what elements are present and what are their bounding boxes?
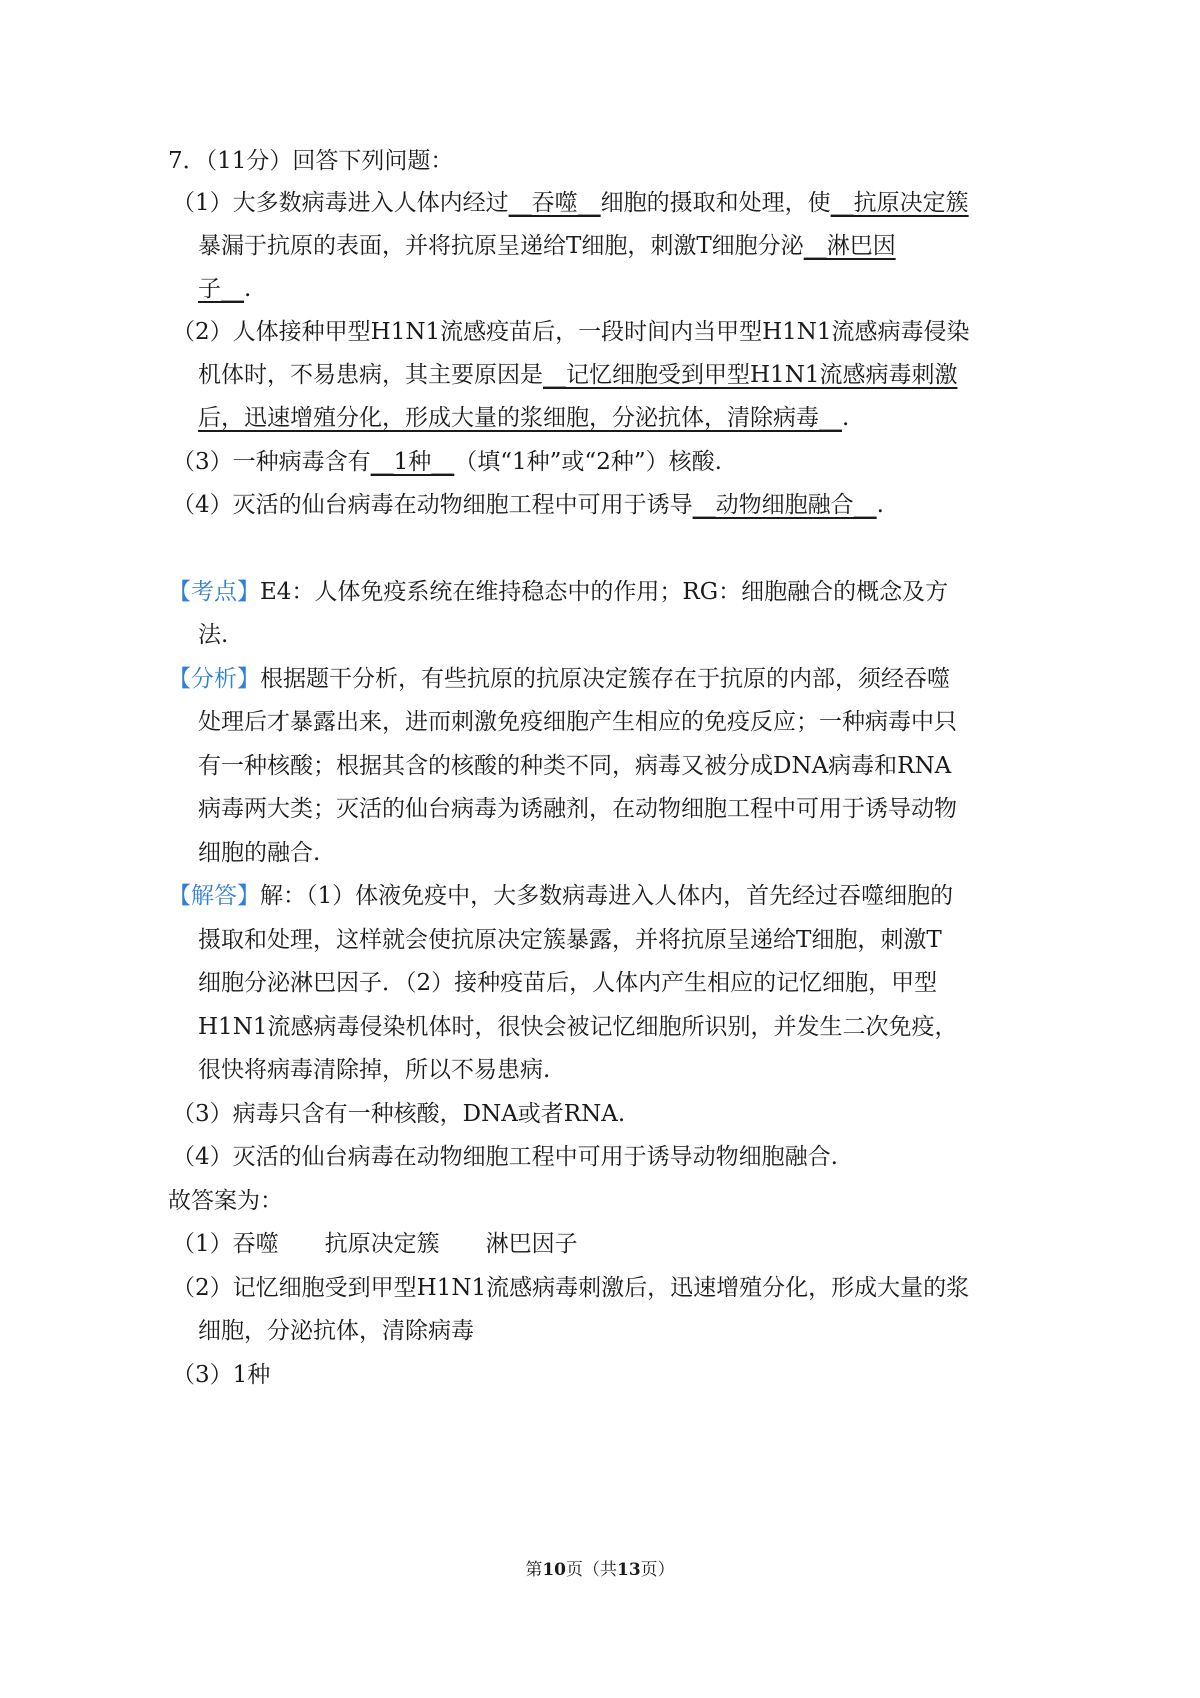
answer-2-line-1: （2）记忆细胞受到甲型H1N1流感病毒刺激后，迅速增殖分化，形成大量的浆 (172, 1275, 970, 1301)
part-2-end: . (842, 405, 850, 431)
part-1-middle: 细胞的摄取和处理，使 (600, 190, 831, 216)
page-footer (0, 1559, 1200, 1581)
fenxi-line-4: 病毒两大类；灭活的仙台病毒为诱融剂，在动物细胞工程中可用于诱导动物 (198, 796, 957, 822)
answer-blank-lymphokine-a: __淋巴因 (803, 233, 896, 259)
answer-3: （3）1种 (172, 1362, 271, 1388)
answer-blank-antigen-determinant: __抗原决定簇 (830, 190, 969, 216)
part-1-prefix: （1）大多数病毒进入人体内经过 (172, 190, 509, 216)
jieda-tag: 【解答】 (168, 883, 260, 909)
answer-blank-memory-cell-b: 后，迅速增殖分化，形成大量的浆细胞，分泌抗体，清除病毒__ (198, 405, 842, 431)
question-part-1-line-3 (198, 274, 251, 304)
answer-blank-cell-fusion: __动物细胞融合__ (692, 492, 877, 518)
answer-blank-lymphokine-b: 子__ (198, 276, 244, 302)
kaodian-line-1 (168, 577, 948, 607)
question-part-4 (172, 490, 884, 520)
jieda-line-1 (168, 881, 953, 911)
footer-pre: 第 (525, 1560, 543, 1580)
question-part-2-line-3 (198, 403, 849, 433)
question-part-2-line-1: （2）人体接种甲型H1N1流感疫苗后，一段时间内当甲型H1N1流感病毒侵染 (172, 319, 970, 345)
kaodian-tag: 【考点】 (168, 579, 260, 605)
jieda-line-2: 摄取和处理，这样就会使抗原决定簇暴露，并将抗原呈递给T细胞，刺激T (198, 927, 942, 953)
part-4-prefix: （4）灭活的仙台病毒在动物细胞工程中可用于诱导 (172, 492, 693, 518)
total-pages: 13 (617, 1560, 641, 1580)
question-part-2-line-2 (198, 360, 957, 390)
kaodian-text-1: E4：人体免疫系统在维持稳态中的作用；RG：细胞融合的概念及方 (260, 579, 949, 605)
part-3-prefix: （3）一种病毒含有 (172, 449, 371, 475)
kaodian-line-2: 法. (198, 622, 229, 648)
jieda-line-7: （4）灭活的仙台病毒在动物细胞工程中可用于诱导动物细胞融合. (172, 1144, 838, 1170)
answer-blank-phagocyte: __吞噬__ (508, 190, 601, 216)
fenxi-line-2: 处理后才暴露出来，进而刺激免疫细胞产生相应的免疫反应；一种病毒中只 (198, 709, 957, 735)
fenxi-line-3: 有一种核酸；根据其含的核酸的种类不同，病毒又被分成DNA病毒和RNA (198, 753, 952, 779)
jieda-line-3: 细胞分泌淋巴因子．（2）接种疫苗后，人体内产生相应的记忆细胞，甲型 (198, 970, 938, 996)
part-2-prefix: 机体时，不易患病，其主要原因是 (198, 362, 543, 388)
question-part-1-line-2 (198, 231, 896, 261)
jieda-line-6: （3）病毒只含有一种核酸，DNA或者RNA. (172, 1101, 626, 1127)
question-part-3 (172, 447, 722, 477)
fenxi-tag: 【分析】 (168, 666, 260, 692)
question-header: 7．（11分）回答下列问题： (168, 148, 454, 174)
jieda-text-1: 解：（1）体液免疫中，大多数病毒进入人体内，首先经过吞噬细胞的 (260, 883, 954, 909)
jieda-line-5: 很快将病毒清除掉，所以不易患病. (198, 1057, 551, 1083)
answer-1: （1）吞噬 抗原决定簇 淋巴因子 (172, 1231, 578, 1257)
part-1-end: . (244, 276, 252, 302)
answer-heading: 故答案为： (168, 1188, 283, 1214)
fenxi-text-1: 根据题干分析，有些抗原的抗原决定簇存在于抗原的内部，须经吞噬 (260, 666, 950, 692)
footer-mid: 页（共 (566, 1560, 617, 1580)
answer-blank-memory-cell-a: __记忆细胞受到甲型H1N1流感病毒刺激 (543, 362, 958, 388)
footer-post: 页） (640, 1560, 675, 1580)
answer-2-line-2: 细胞，分泌抗体，清除病毒 (198, 1318, 474, 1344)
jieda-line-4: H1N1流感病毒侵染机体时，很快会被记忆细胞所识别，并发生二次免疫， (198, 1014, 958, 1040)
fenxi-line-5: 细胞的融合. (198, 840, 321, 866)
part-4-end: . (876, 492, 884, 518)
fenxi-line-1 (168, 664, 950, 694)
part-3-suffix: （填“1种”或“2种”）核酸. (454, 449, 722, 475)
part-1-line-2-text: 暴漏于抗原的表面，并将抗原呈递给T细胞，刺激T细胞分泌 (198, 233, 804, 259)
page-number: 10 (542, 1560, 566, 1580)
question-part-1-line-1 (172, 188, 969, 218)
answer-blank-one-kind: __1种__ (370, 449, 455, 475)
